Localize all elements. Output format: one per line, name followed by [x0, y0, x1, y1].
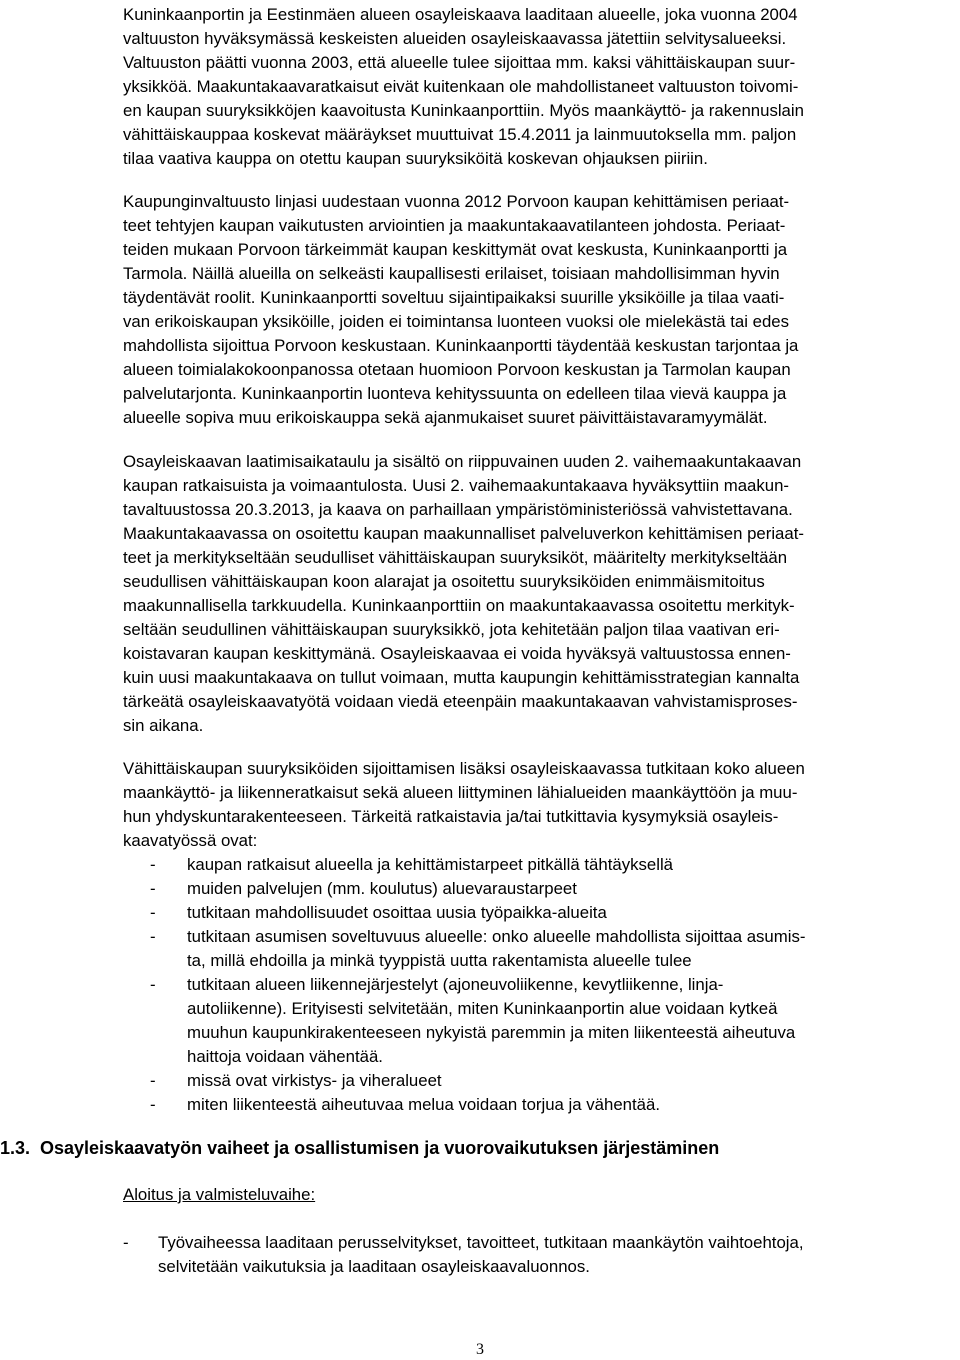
text-line: hun yhdyskuntarakenteeseen. Tärkeitä ratkaistavia ja/tai tutkittavia kysymyksiä osayleis-	[123, 807, 779, 826]
paragraph-2	[123, 190, 953, 430]
list-item	[123, 1231, 953, 1279]
subsection-heading: Aloitus ja valmisteluvaihe:	[123, 1185, 316, 1204]
text-line: kaupan ratkaisut alueella ja kehittämistarpeet pitkällä tähtäyksellä	[187, 855, 674, 874]
text-line: haittoja voidaan vähentää.	[187, 1047, 383, 1066]
text-line: tutkitaan mahdollisuudet osoittaa uusia työpaikka-alueita	[187, 903, 607, 922]
paragraph-1	[123, 3, 953, 171]
page-number: 3	[476, 1341, 484, 1358]
dash-marker: -	[123, 1233, 129, 1252]
text-line: Tarmola. Näillä alueilla on selkeästi kaupallisesti erilaiset, toisiaan mahdollisimman hyvin	[123, 264, 780, 283]
text-line: koistavaran kaupan keskittymänä. Osayleiskaavaa ei voida hyväksyä valtuustossa ennen-	[123, 644, 791, 663]
section-number: 1.3.	[0, 1138, 31, 1158]
text-line: selvitetään vaikutuksia ja laaditaan osayleiskaavaluonnos.	[158, 1257, 590, 1276]
text-line: vähittäiskauppaa koskevat määräykset muuttuivat 15.4.2011 ja lainmuutoksella mm. paljon	[123, 125, 797, 144]
paragraph-3	[123, 450, 953, 738]
text-line: en kaupan suuryksikköjen kaavoitusta Kuninkaanporttiin. Myös maankäyttö- ja rakennuslain	[123, 101, 804, 120]
list-item	[150, 901, 950, 925]
text-line: teiden mukaan Porvoon tärkeimmät kaupan keskittymät ovat keskusta, Kuninkaanportti ja	[123, 240, 788, 259]
text-line: tutkitaan asumisen soveltuvuus alueelle: onko alueelle mahdollista sijoittaa asumis-	[187, 927, 806, 946]
text-line: Kaupunginvaltuusto linjasi uudestaan vuonna 2012 Porvoon kaupan kehittämisen periaat-	[123, 192, 790, 211]
text-line: muiden palvelujen (mm. koulutus) aluevaraustarpeet	[187, 879, 577, 898]
dash-marker: -	[150, 927, 156, 946]
text-line: maankäyttö- ja liikenneratkaisut sekä alueen liittyminen lähialueiden maankäyttöön ja muu-	[123, 783, 798, 802]
list-item	[150, 853, 950, 877]
text-line: muuhun kaupunkirakenteeseen nykyistä paremmin ja miten liikenteestä aiheutuva	[187, 1023, 796, 1042]
text-line: sin aikana.	[123, 716, 204, 735]
text-line: alueelle sopiva muu erikoiskauppa sekä ajanmukaiset suuret päivittäistavaramyymälät.	[123, 408, 768, 427]
list-item	[150, 1093, 950, 1117]
text-line: Työvaiheessa laaditaan perusselvitykset, tavoitteet, tutkitaan maankäytön vaihtoehtoja,	[158, 1233, 804, 1252]
text-line: mahdollista sijoittua Porvoon keskustaan. Kuninkaanportti täydentää keskustan tarjontaa ja	[123, 336, 799, 355]
text-line: seltään seudullinen vähittäiskaupan suuryksikkö, jota kehitetään paljon tilaa vaativan eri-	[123, 620, 780, 639]
text-line: palvelutarjonta. Kuninkaanportin luonteva kehityssuunta on edelleen tilaa vievä kauppa ja	[123, 384, 787, 403]
text-line: Vähittäiskaupan suuryksiköiden sijoittamisen lisäksi osayleiskaavassa tutkitaan koko alueen	[123, 759, 805, 778]
text-line: täydentävät roolit. Kuninkaanportti soveltuu sijaintipaikaksi suurille yksiköille ja tilaa vaati-	[123, 288, 785, 307]
list-item	[150, 925, 950, 973]
dash-marker: -	[150, 1095, 156, 1114]
text-line: miten liikenteestä aiheutuvaa melua voidaan torjua ja vähentää.	[187, 1095, 660, 1114]
list-item	[150, 877, 950, 901]
paragraph-4	[123, 757, 953, 853]
text-line: Kuninkaanportin ja Eestinmäen alueen osayleiskaava laaditaan alueelle, joka vuonna 2004	[123, 5, 798, 24]
text-line: teet tehtyjen kaupan vaikutusten arviointien ja maakuntakaavatilanteen johdosta. Periaat-	[123, 216, 786, 235]
text-line: valtuuston hyväksymässä keskeisten alueiden osayleiskaavassa jätettiin selvitysalueeksi.	[123, 29, 787, 48]
text-line: tavaltuustossa 20.3.2013, ja kaava on parhaillaan ympäristöministeriössä vahvistettavana.	[123, 500, 793, 519]
text-line: tutkitaan alueen liikennejärjestelyt (ajoneuvoliikenne, kevytliikenne, linja-	[187, 975, 724, 994]
text-line: seudullisen vähittäiskaupan koon alarajat ja osoitettu suuryksiköiden enimmäismitoitus	[123, 572, 765, 591]
text-line: ta, millä ehdoilla ja minkä tyyppistä uutta rakentamista alueelle tulee	[187, 951, 692, 970]
text-line: van erikoiskaupan yksiköille, joiden ei toimintansa luonteen vuoksi ole mielekästä tai edes	[123, 312, 790, 331]
list-item	[150, 1069, 950, 1093]
text-line: Valtuuston päätti vuonna 2003, että alueelle tulee sijoittaa mm. kaksi vähittäiskaupan suur-	[123, 53, 796, 72]
dash-marker: -	[150, 975, 156, 994]
section-title: Osayleiskaavatyön vaiheet ja osallistumisen ja vuorovaikutuksen järjestäminen	[40, 1138, 720, 1158]
text-line: tilaa vaativa kauppa on otettu kaupan suuryksiköitä koskevan ohjauksen piiriin.	[123, 149, 708, 168]
text-line: maakunnallisella tarkkuudella. Kuninkaanporttiin on maakuntakaavassa osoitettu merkityk-	[123, 596, 795, 615]
dash-marker: -	[150, 855, 156, 874]
text-line: missä ovat virkistys- ja viheralueet	[187, 1071, 442, 1090]
phase-list	[123, 1231, 953, 1279]
text-line: teet ja merkitykseltään seudulliset vähittäiskaupan suuryksiköt, määritelty merkitykseltään	[123, 548, 788, 567]
section-heading	[0, 1136, 719, 1160]
question-list	[150, 853, 950, 1117]
list-item	[150, 973, 950, 1069]
text-line: tärkeätä osayleiskaavatyötä voidaan viedä eteenpäin maakuntakaavan vahvistamisproses-	[123, 692, 798, 711]
text-line: Maakuntakaavassa on osoitettu kaupan maakunnalliset palveluverkon kehittämisen periaat-	[123, 524, 804, 543]
dash-marker: -	[150, 879, 156, 898]
text-line: alueen toimialakokoonpanossa otetaan huomioon Porvoon keskustan ja Tarmolan kaupan	[123, 360, 791, 379]
text-line: kaavatyössä ovat:	[123, 831, 258, 850]
dash-marker: -	[150, 903, 156, 922]
text-line: kuin uusi maakuntakaava on tullut voimaan, mutta kaupungin kehittämisstrategian kannalta	[123, 668, 800, 687]
dash-marker: -	[150, 1071, 156, 1090]
text-line: Osayleiskaavan laatimisaikataulu ja sisältö on riippuvainen uuden 2. vaihemaakuntakaavan	[123, 452, 802, 471]
text-line: yksikköä. Maakuntakaavaratkaisut eivät kuitenkaan ole mahdollistaneet valtuuston toivomi-	[123, 77, 799, 96]
text-line: autoliikenne). Erityisesti selvitetään, miten Kuninkaanportin alue voidaan kytkeä	[187, 999, 778, 1018]
text-line: kaupan ratkaisuista ja voimaantulosta. Uusi 2. vaihemaakuntakaava hyväksyttiin maakun-	[123, 476, 790, 495]
